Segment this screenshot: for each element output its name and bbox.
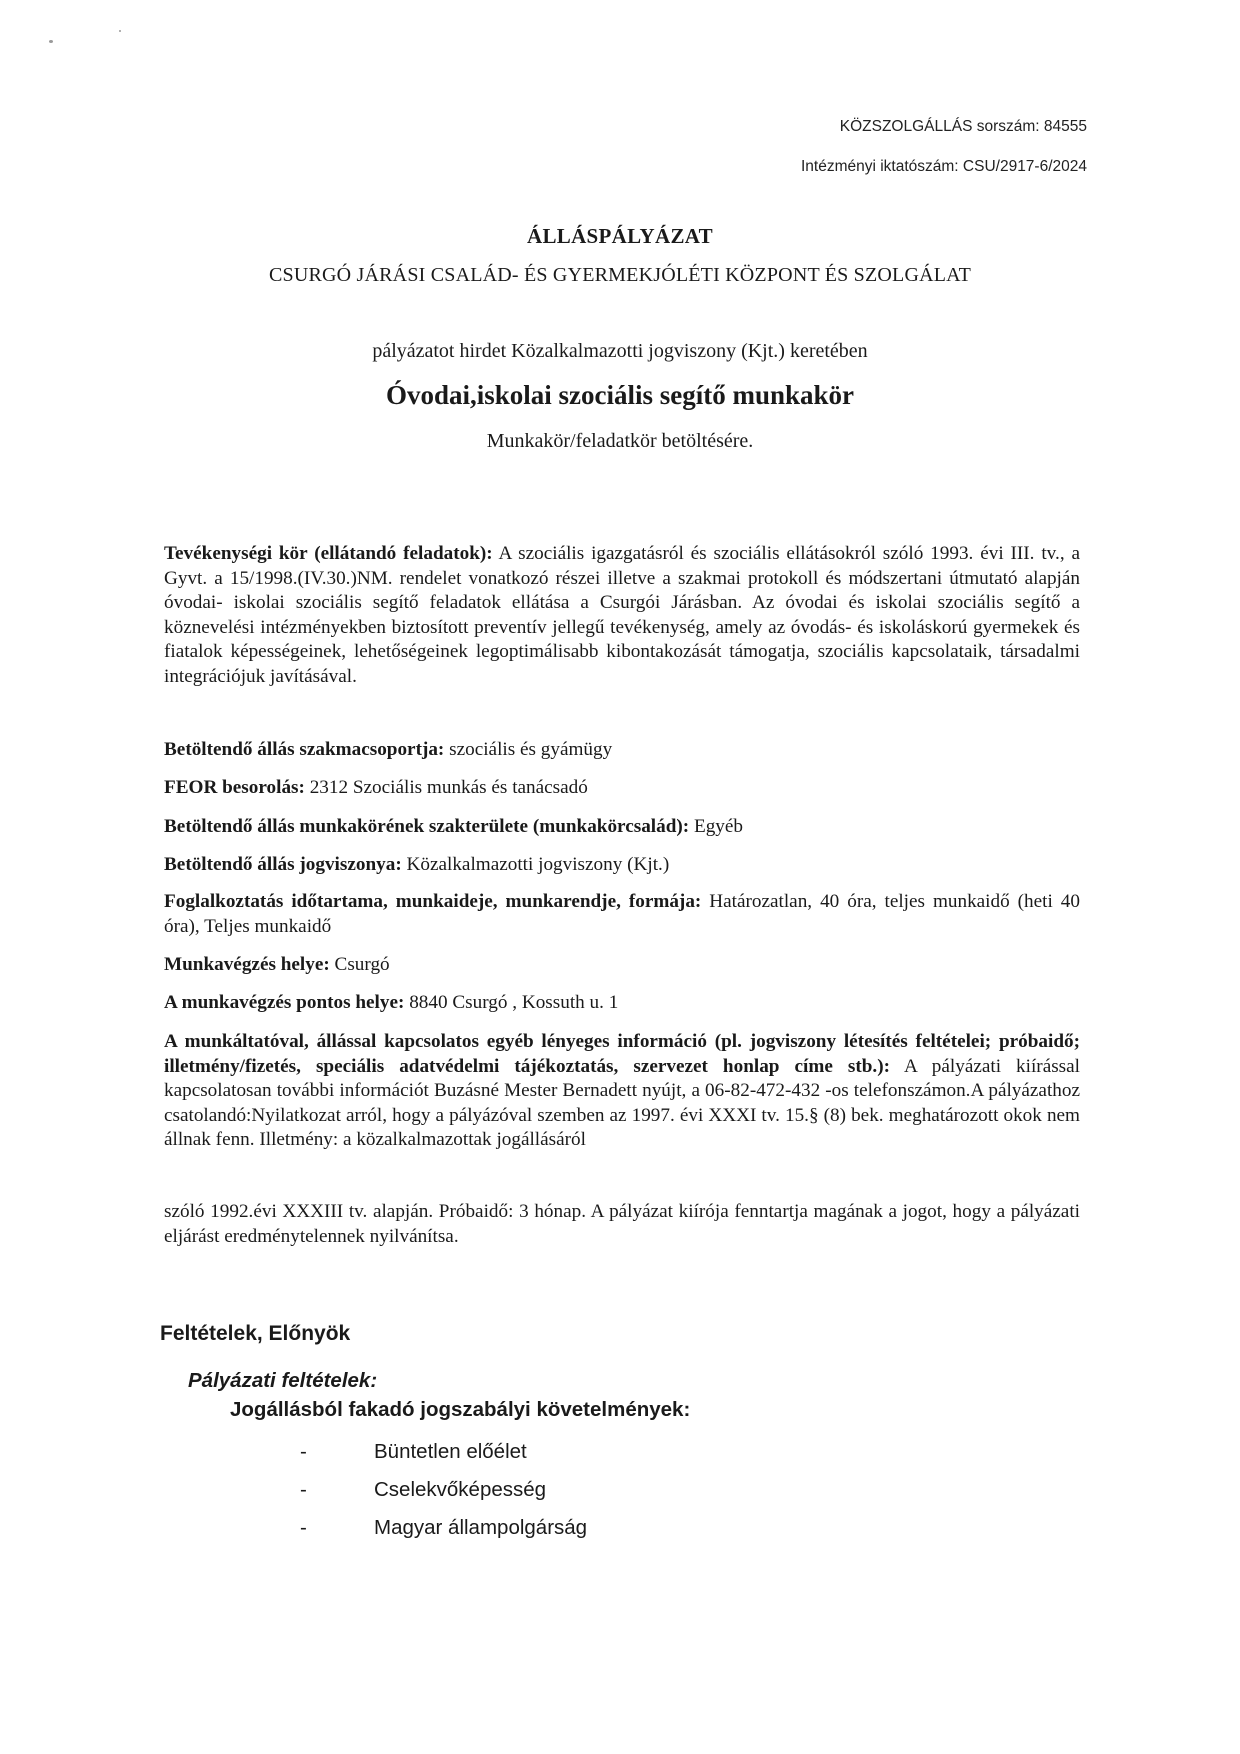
working-time-paragraph [164,890,1080,939]
other-info-text: A pályázati kiírással kapcsolatosan további információt Buzásné Mester Bernadett nyújt, a 06-82-472-432 -os telefonszámon.A pályázathoz csatolandó:Nyilatkozat arról, hogy a pályázóval szemben az 1997. évi XXXI tv. 15.§ (8) bek. meghatározott okok nem állnak fenn. Illetmény: a közalkalmazottak jogállásáról [164,1055,1080,1150]
employment-type-label: Betöltendő állás jogviszonya: [164,854,402,875]
other-info-paragraph [164,1030,1080,1153]
dash-bullet: - [300,1516,307,1539]
exact-workplace-text: 8840 Csurgó , Kossuth u. 1 [404,992,619,1013]
document-title: ÁLLÁSPÁLYÁZAT [527,224,713,248]
position-title: Óvodai,iskolai szociális segítő munkakör [385,380,855,410]
legal-requirements-heading: Jogállásból fakadó jogszabályi követelmények: [230,1398,691,1421]
field-group-label: Betöltendő állás szakmacsoportja: [164,739,445,760]
filing-number: Intézményi iktatószám: CSU/2917-6/2024 [800,158,1087,175]
continuation-paragraph: szóló 1992.évi XXXIII tv. alapján. Próbaidő: 3 hónap. A pályázat kiírója fenntartja magának a jogot, hogy a pályázati eljárást eredménytelennek nyilvánítsa. [164,1201,1080,1247]
exact-workplace-label: A munkavégzés pontos helye: [164,992,405,1013]
dash-bullet: - [300,1478,307,1501]
job-family-paragraph [164,815,1080,840]
other-info-label: A munkáltatóval, állással kapcsolatos egyéb lényeges információ (pl. jogviszony létesítés feltételei; próbaidő; illetmény/fizetés, speciális adatvédelmi tájékoztatás, szervezet honlap címe stb.): [164,1031,1080,1077]
scan-speck [119,30,121,32]
job-family-text: Egyéb [689,816,744,837]
workplace-paragraph [164,953,1080,978]
scan-speck [49,40,53,43]
announcement-purpose: Munkakör/feladatkör betöltésére. [486,430,754,452]
requirement-text: Magyar állampolgárság [374,1516,588,1539]
working-time-text: Határozatlan, 40 óra, teljes munkaidő (heti 40 óra), Teljes munkaidő [164,891,1080,937]
workplace-text: Csurgó [329,954,390,975]
working-time-label: Foglalkoztatás időtartama, munkaideje, munkarendje, formája: [164,891,702,912]
feor-text: 2312 Szociális munkás és tanácsadó [304,777,588,798]
dash-bullet: - [300,1440,307,1463]
exact-workplace-paragraph [164,991,1080,1016]
requirement-text: Cselekvőképesség [374,1478,547,1501]
announcement-intro: pályázatot hirdet Közalkalmazotti jogviszony (Kjt.) keretében [372,340,868,362]
requirement-text: Büntetlen előélet [374,1440,527,1463]
workplace-label: Munkavégzés helye: [164,954,330,975]
field-group-paragraph [164,738,1080,763]
activity-label: Tevékenységi kör (ellátandó feladatok): [164,543,493,564]
organization-name: CSURGÓ JÁRÁSI CSALÁD- ÉS GYERMEKJÓLÉTI KÖZPONT ÉS SZOLGÁLAT [268,264,971,286]
feor-label: FEOR besorolás: [164,777,305,798]
activity-text: A szociális igazgatásról és szociális ellátásokról szóló 1993. évi III. tv., a Gyvt. a 15/1998.(IV.30.)NM. rendelet vonatkozó részei illetve a szakmai protokoll és módszertani útmutató alapján óvodai- iskolai szociális segítő feladatok ellátása a Csurgói Járásban. Az óvodai és iskolai szociális segítő a köznevelési intézményekben biztosított preventív jellegű tevékenység, amely az óvodás- és iskoláskorú gyermekek és fiatalok képességeinek, lehetőségeinek legoptimálisabb kibontakozását támogatja, szociális kapcsolataik, társadalmi integrációjuk javításával. [164,543,1080,687]
field-group-text: szociális és gyámügy [444,739,613,760]
application-conditions-subheading: Pályázati feltételek: [188,1369,378,1392]
job-family-label: Betöltendő állás munkakörének szakterülete (munkakörcsalád): [164,816,690,837]
conditions-heading: Feltételek, Előnyök [160,1322,351,1345]
employment-type-paragraph [164,853,1080,878]
serial-number: KÖZSZOLGÁLLÁS sorszám: 84555 [839,118,1087,135]
feor-paragraph [164,776,1080,801]
employment-type-text: Közalkalmazotti jogviszony (Kjt.) [401,854,670,875]
activity-paragraph [164,542,1080,689]
